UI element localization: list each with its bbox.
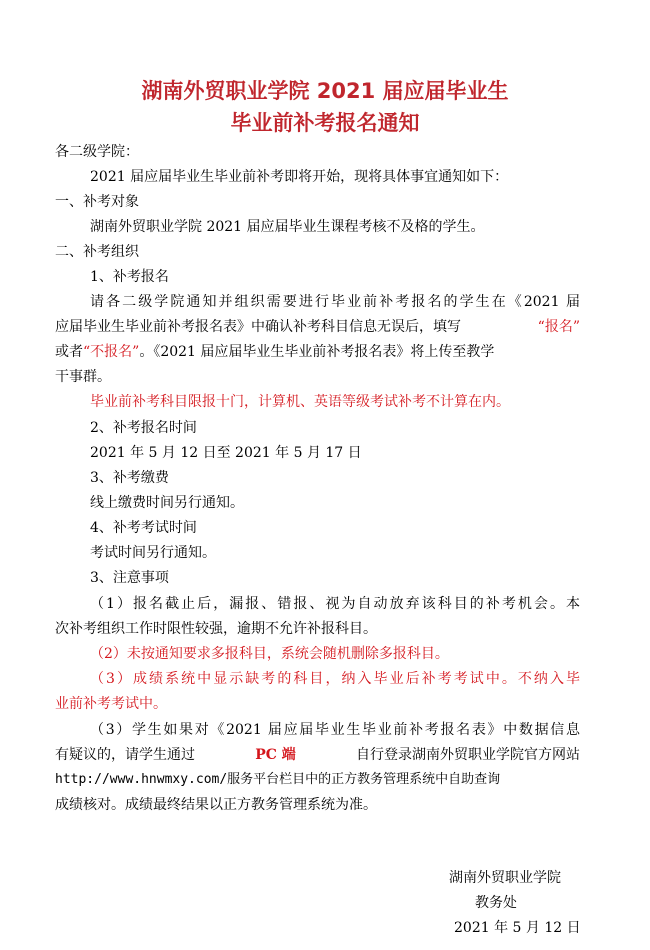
intro-paragraph: 2021 届应届毕业生毕业前补考即将开始，现将具体事宜通知如下： — [90, 169, 509, 185]
document-title-line2: 毕业前补考报名通知 — [230, 111, 420, 135]
note4-text-b: 自行登录湖南外贸职业学院官方网站 — [355, 747, 580, 763]
note4-line4: 成绩核对。成绩最终结果以正方教务管理系统为准。 — [55, 797, 377, 813]
baoming-quote: “报名” — [537, 319, 580, 335]
note3-line1: （3）成绩系统中显示缺考的科目，纳入毕业后补考考试中。不纳入毕 — [90, 671, 580, 687]
item3-heading: 3、补考缴费 — [90, 470, 169, 486]
note3-line2: 业前补考考试中。 — [55, 696, 167, 712]
section1-text: 湖南外贸职业学院 2021 届应届毕业生课程考核不及格的学生。 — [90, 219, 485, 235]
note4-text-a: 有疑议的，请学生通过 — [55, 747, 195, 763]
item1-heading: 1、补考报名 — [90, 269, 169, 285]
pc-label: PC 端 — [255, 747, 296, 763]
note1-line2: 次补考组织工作时限性较强，逾期不允许补报科目。 — [55, 621, 377, 637]
item1-p3-text-c: 。《2021 届应届毕业生毕业前补考报名表》将上传至教学 — [139, 344, 495, 360]
item1-paragraph-line1: 请各二级学院通知并组织需要进行毕业前补考报名的学生在《2021 届 — [90, 294, 580, 310]
item5-heading: 3、注意事项 — [90, 570, 169, 586]
signature-org: 湖南外贸职业学院 — [449, 870, 561, 886]
bubaoming-quote: “不报名” — [83, 344, 140, 360]
item1-paragraph-line3 — [55, 342, 580, 362]
note4-line2 — [55, 745, 580, 765]
note4-line1: （3）学生如果对《2021 届应届毕业生毕业前补考报名表》中数据信息 — [90, 722, 580, 738]
section1-heading: 一、补考对象 — [55, 194, 139, 210]
item3-text: 线上缴费时间另行通知。 — [90, 495, 244, 511]
item1-p3-text-a: 或者 — [55, 344, 83, 360]
note2: （2）未按通知要求多报科目，系统会随机删除多报科目。 — [90, 646, 449, 662]
item1-note: 毕业前补考科目限报十门，计算机、英语等级考试补考不计算在内。 — [90, 394, 510, 410]
salutation: 各二级学院： — [55, 144, 139, 160]
item1-paragraph-line2 — [55, 317, 580, 337]
item4-text: 考试时间另行通知。 — [90, 545, 216, 561]
signature-dept: 教务处 — [475, 895, 517, 911]
item1-paragraph-line4: 干事群。 — [55, 369, 111, 385]
signature-date: 2021 年 5 月 12 日 — [454, 920, 581, 936]
item2-heading: 2、补考报名时间 — [90, 420, 197, 436]
item4-heading: 4、补考考试时间 — [90, 520, 197, 536]
document-title-line1: 湖南外贸职业学院 2021 届应届毕业生 — [141, 79, 509, 103]
note1-line1: （1）报名截止后，漏报、错报、视为自动放弃该科目的补考机会。本 — [90, 596, 580, 612]
item1-p2-text: 应届毕业生毕业前补考报名表》中确认补考科目信息无误后，填写 — [55, 319, 461, 335]
item2-text: 2021 年 5 月 12 日至 2021 年 5 月 17 日 — [90, 445, 362, 461]
note4-website-line: http://www.hnwmxy.com/服务平台栏目中的正方教务管理系统中自助查询 — [55, 772, 501, 787]
section2-heading: 二、补考组织 — [55, 244, 139, 260]
